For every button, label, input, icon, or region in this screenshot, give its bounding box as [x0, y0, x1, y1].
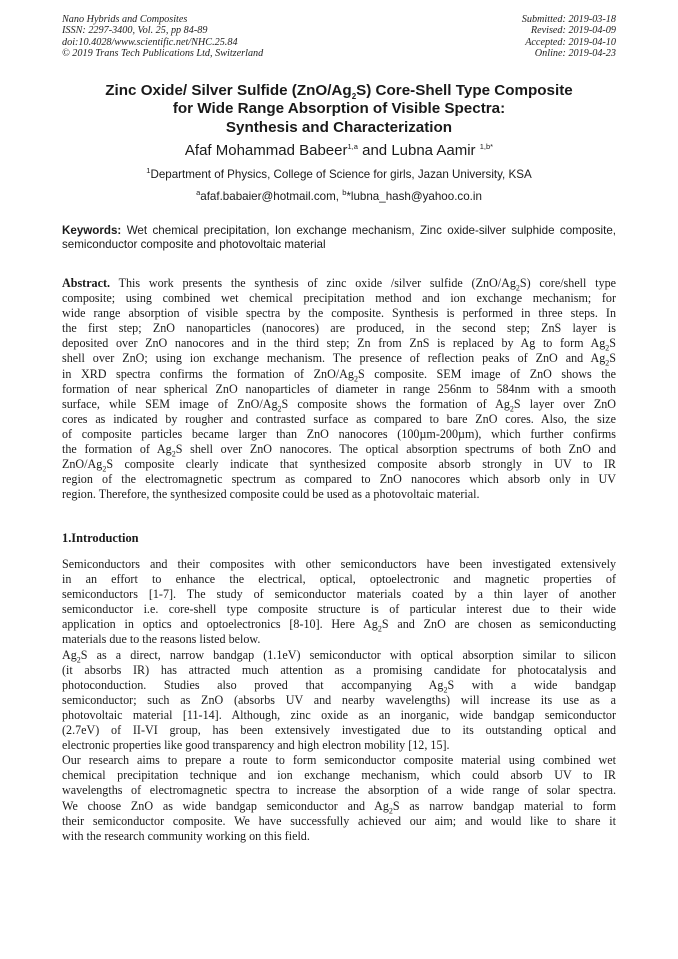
affiliation-text: Department of Physics, College of Science for girls, Jazan University, KSA — [150, 168, 532, 181]
keywords-text: Wet chemical precipitation, Ion exchange mechanism, Zinc oxide-silver sulphide composite, semiconductor composite and photovoltaic material — [62, 224, 616, 251]
intro-line: electronic properties like good transparency and high electron mobility [12, 15]. — [62, 738, 450, 753]
intro-line: photovoltaic material [11-14]. Although, zinc oxide as an inorganic, wide bandgap semiconductor — [62, 707, 616, 722]
abstract-line — [62, 397, 616, 412]
title-line-3: Synthesis and Characterization — [225, 118, 453, 136]
subscript: 2 — [102, 464, 107, 474]
author-2-affil: 1,b* — [479, 142, 494, 151]
journal-issn: ISSN: 2297-3400, Vol. 25, pp 84-89 — [62, 25, 208, 37]
intro-text: S with a wide bandgap — [447, 677, 616, 692]
abstract-line — [62, 336, 616, 351]
journal-name: Nano Hybrids and Composites — [62, 14, 188, 25]
abstract-text: This work presents the synthesis of zinc oxide /silver sulfide (ZnO/Ag — [110, 276, 516, 290]
intro-line: their semiconductor composite. We have successfully achieved our aim; and would like to share it — [62, 813, 616, 828]
abstract-line: cores as indicated by rougher and contrasted surface as compared to bare ZnO cores. Also, the size — [62, 411, 616, 426]
title-line-1 — [62, 82, 616, 100]
date-revised: Revised: 2019-04-09 — [530, 25, 616, 37]
abstract-line: formation of near spherical ZnO nanoparticles of diameter in range 256nm to 584nm with a smooth — [62, 381, 616, 396]
abstract-line — [62, 457, 616, 472]
abstract-line: wide range absorption of visible spectra by the composite. Synthesis is performed in three steps. In — [62, 306, 616, 321]
subscript: 2 — [443, 685, 448, 695]
author-1-affil: 1,a — [347, 142, 358, 151]
intro-line — [62, 799, 616, 814]
intro-line: chemical precipitation technique and ion exchange mechanism, which could absorb UV to IR — [62, 768, 616, 783]
abstract-label: Abstract. — [62, 276, 111, 290]
intro-line — [62, 648, 616, 663]
intro-line: wavelengths of electromagnetic spectra to increase the absorption of a wide range of solar spectra. — [62, 783, 616, 798]
abstract-text: S — [609, 336, 616, 351]
section-heading-introduction: 1.Introduction — [62, 531, 139, 545]
email-marker-a: a — [196, 188, 201, 198]
intro-line: materials due to the reasons listed below. — [62, 632, 261, 647]
intro-line: Semiconductors and their composites with other semiconductors have been investigated extensively — [62, 557, 616, 571]
title-text: S) Core-Shell Type Composite — [356, 82, 573, 99]
intro-text: We choose ZnO as wide bandgap semiconductor and Ag — [62, 798, 389, 813]
abstract — [62, 276, 616, 502]
subscript: 2 — [515, 283, 520, 293]
abstract-text: S composite shows the formation of Ag — [281, 396, 510, 411]
abstract-text: S shell over ZnO nanocores. The optical absorption spectrums of both ZnO and — [175, 442, 616, 457]
abstract-text: deposited over ZnO nanocores and in the third step; Zn from ZnS is replaced by Ag to form Ag — [62, 336, 606, 351]
journal-info — [62, 14, 263, 59]
date-accepted: Accepted: 2019-04-10 — [525, 36, 616, 48]
subscript: 2 — [277, 404, 282, 414]
abstract-text: in XRD spectra confirms the formation of ZnO/Ag — [62, 366, 354, 381]
abstract-text: S composite. SEM image of ZnO shows the — [357, 366, 617, 381]
intro-line: (2.7eV) of II-VI group, has been extensively investigated due to its outstanding optical and — [62, 723, 616, 738]
subscript: 2 — [388, 805, 393, 815]
email-a[interactable]: afaf.babaier@hotmail.com, — [200, 190, 343, 203]
keywords-label: Keywords: — [62, 224, 122, 237]
intro-text: S and ZnO are chosen as semiconducting — [381, 617, 617, 632]
keywords — [62, 224, 616, 251]
affiliation-marker: 1 — [146, 166, 151, 176]
date-online: Online: 2019-04-23 — [534, 47, 616, 59]
email-marker-b: b — [342, 188, 347, 198]
author-list — [62, 142, 616, 160]
intro-line: in an effort to enhance the electrical, optical, optoelectronic and magnetic properties of — [62, 572, 616, 587]
title-text: Zinc Oxide/ Silver Sulfide (ZnO/Ag — [105, 82, 352, 99]
abstract-text: S composite clearly indicate that synthesized composite absorb strongly in UV to IR — [106, 457, 616, 472]
abstract-line: region of the electromagnetic spectrum as compared to ZnO nanocores which absorb only in UV — [62, 472, 616, 487]
submission-dates — [522, 14, 616, 59]
abstract-text: shell over ZnO; using ion exchange mechanism. The presence of reflection peaks of ZnO and Ag — [62, 351, 606, 366]
subscript: 2 — [353, 373, 358, 383]
subscript: 2 — [377, 624, 382, 634]
subscript: 2 — [605, 343, 610, 353]
author-emails — [62, 190, 616, 204]
author-2: Lubna Aamir — [391, 142, 476, 159]
subscript: 2 — [351, 92, 357, 102]
intro-line — [62, 617, 616, 632]
abstract-line: the first step; ZnO nanoparticles (nanocores) are produced, in the second step; ZnS layer is — [62, 321, 616, 336]
abstract-line: region. Therefore, the synthesized composite could be used as a photovoltaic material. — [62, 487, 480, 502]
title-line-2: for Wide Range Absorption of Visible Spectra: — [172, 100, 506, 118]
intro-line: (it absorbs IR) has attracted much attention as a promising candidate for photocatalysis and — [62, 662, 616, 677]
intro-text: application in optics and optoelectronics [8-10]. Here Ag — [62, 617, 378, 632]
abstract-text: S — [609, 351, 616, 366]
intro-text: S as narrow bandgap material to form — [392, 798, 616, 813]
subscript: 2 — [509, 404, 514, 414]
intro-line: semiconductors [1-7]. The study of semiconductor materials coated by a thin layer of another — [62, 587, 616, 602]
subscript: 2 — [76, 654, 81, 664]
journal-copyright: © 2019 Trans Tech Publications Ltd, Switzerland — [62, 47, 264, 59]
intro-text: Ag — [62, 647, 77, 662]
intro-line — [62, 678, 616, 693]
intro-text: photoconduction. Studies also proved that accompanying Ag — [62, 677, 444, 692]
subscript: 2 — [171, 449, 176, 459]
abstract-text: S) core/shell type — [519, 276, 616, 290]
subscript: 2 — [605, 358, 610, 368]
intro-line: semiconductor i.e. core-shell type composite structure is of particular interest due to their wide — [62, 602, 616, 617]
abstract-line — [62, 276, 616, 291]
abstract-line: of composite particles became larger than ZnO nanocores (100µm-200µm), which further confirms — [62, 426, 616, 441]
author-and: and — [357, 142, 392, 159]
affiliation — [62, 168, 616, 182]
abstract-line: composite; using combined wet chemical precipitation method and ion exchange mechanism; for — [62, 291, 616, 306]
abstract-text: ZnO/Ag — [62, 457, 103, 472]
abstract-line — [62, 351, 616, 366]
abstract-line — [62, 442, 616, 457]
abstract-text: surface, while SEM image of ZnO/Ag — [62, 396, 278, 411]
journal-doi: doi:10.4028/www.scientific.net/NHC.25.84 — [62, 36, 238, 48]
email-b[interactable]: *lubna_hash@yahoo.co.in — [346, 190, 482, 203]
date-submitted: Submitted: 2019-03-18 — [521, 14, 616, 25]
intro-text: S as a direct, narrow bandgap (1.1eV) semiconductor with optical absorption similar to silicon — [80, 647, 616, 662]
abstract-text: S layer over ZnO — [513, 396, 616, 411]
abstract-text: the formation of Ag — [62, 442, 172, 457]
introduction-body — [62, 557, 616, 844]
paper-title — [62, 82, 616, 137]
intro-line: Our research aims to prepare a route to form semiconductor composite material using combined wet — [62, 753, 616, 768]
abstract-line — [62, 367, 616, 382]
author-1: Afaf Mohammad Babeer — [184, 142, 348, 159]
intro-line: with the research community working on this field. — [62, 828, 310, 843]
intro-line: semiconductor; such as ZnO (absorbs UV and nearby wavelengths) will increase its use as a — [62, 692, 616, 707]
